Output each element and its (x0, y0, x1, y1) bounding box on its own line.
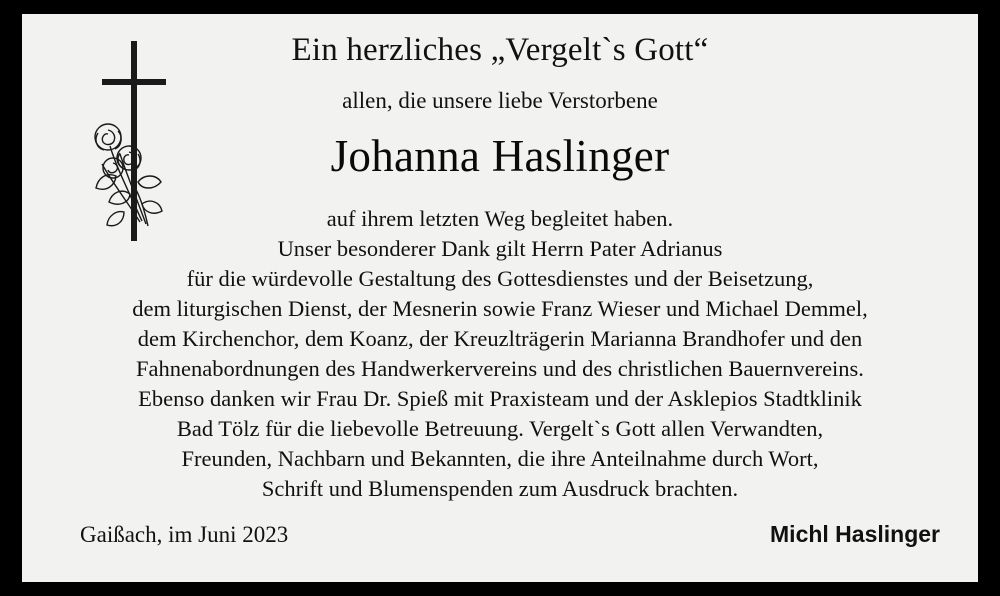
place-date: Gaißach, im Juni 2023 (80, 522, 289, 547)
body-line: Freunden, Nachbarn und Bekannten, die ihre Anteilnahme durch Wort, (181, 446, 819, 471)
thank-you-text (50, 204, 950, 504)
deceased-name: Johanna Haslinger (330, 131, 670, 181)
subline: allen, die unsere liebe Verstorbene (342, 88, 658, 113)
body-line: Unser besonderer Dank gilt Herrn Pater Adrianus (277, 236, 723, 261)
signature: Michl Haslinger (770, 521, 940, 547)
obituary-card (22, 14, 978, 582)
body-line: Bad Tölz für die liebevolle Betreuung. Vergelt`s Gott allen Verwandten, (176, 416, 824, 441)
body-line: Ebenso danken wir Frau Dr. Spieß mit Praxisteam und der Asklepios Stadtklinik (138, 386, 862, 411)
body-line: Fahnenabordnungen des Handwerkervereins und des christlichen Bauernvereins. (136, 356, 864, 381)
body-line: dem Kirchenchor, dem Koanz, der Kreuzlträgerin Marianna Brandhofer und den (137, 326, 863, 351)
body-line: Schrift und Blumenspenden zum Ausdruck brachten. (261, 476, 739, 501)
body-line: für die würdevolle Gestaltung des Gottesdienstes und der Beisetzung, (186, 266, 814, 291)
notice-content (22, 14, 978, 582)
body-line: auf ihrem letzten Weg begleitet haben. (326, 206, 674, 231)
headline: Ein herzliches „Vergelt`s Gott“ (291, 32, 709, 68)
body-line: dem liturgischen Dienst, der Mesnerin sowie Franz Wieser und Michael Demmel, (132, 296, 868, 321)
